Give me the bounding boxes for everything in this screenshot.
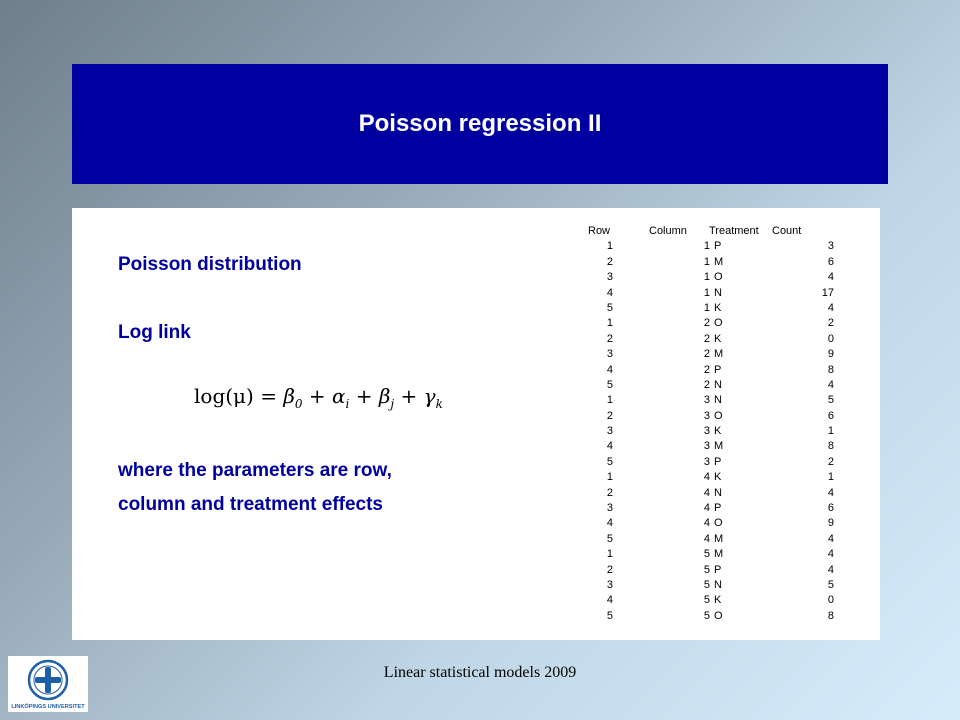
table-row xyxy=(584,517,844,532)
table-row xyxy=(584,333,844,348)
table-row xyxy=(584,364,844,379)
table-row xyxy=(584,348,844,363)
cell-column: 3 xyxy=(703,455,710,468)
cell-count: 4 xyxy=(827,548,834,561)
header-column: Column xyxy=(649,225,687,237)
cell-row: 1 xyxy=(606,394,613,407)
logo-text: LINKÖPINGS UNIVERSITET xyxy=(11,704,85,710)
table-row xyxy=(584,256,844,271)
university-logo-icon xyxy=(8,656,88,712)
cell-count: 1 xyxy=(827,425,834,438)
table-row xyxy=(584,533,844,548)
table-row xyxy=(584,456,844,471)
cell-treatment: O xyxy=(714,609,723,622)
cell-column: 4 xyxy=(703,502,710,515)
university-logo xyxy=(8,656,88,712)
table-body xyxy=(584,240,844,625)
cell-column: 4 xyxy=(703,517,710,530)
cell-row: 4 xyxy=(606,440,613,453)
cell-count: 17 xyxy=(821,286,834,299)
cell-row: 5 xyxy=(606,609,613,622)
cell-treatment: N xyxy=(714,286,722,299)
cell-treatment: P xyxy=(714,240,722,253)
cell-row: 4 xyxy=(606,286,613,299)
table-row xyxy=(584,487,844,502)
cell-row: 3 xyxy=(606,578,613,591)
cell-count: 4 xyxy=(827,532,834,545)
cell-count: 5 xyxy=(827,578,834,591)
cell-column: 3 xyxy=(703,440,710,453)
cell-treatment: P xyxy=(714,363,722,376)
cell-row: 3 xyxy=(606,271,613,284)
cell-treatment: N xyxy=(714,394,722,407)
cell-count: 6 xyxy=(827,502,834,515)
cell-treatment: N xyxy=(714,578,722,591)
bullet-parameters-line2: column and treatment effects xyxy=(118,494,383,515)
cell-column: 1 xyxy=(703,255,710,268)
cell-count: 6 xyxy=(827,255,834,268)
data-table xyxy=(584,225,844,625)
cell-treatment: N xyxy=(714,486,722,499)
bullet-log-link: Log link xyxy=(118,322,191,343)
cell-row: 2 xyxy=(606,409,613,422)
cell-count: 9 xyxy=(827,517,834,530)
cell-row: 4 xyxy=(606,517,613,530)
cell-column: 1 xyxy=(703,271,710,284)
cell-count: 9 xyxy=(827,348,834,361)
cell-row: 3 xyxy=(606,502,613,515)
cell-count: 4 xyxy=(827,563,834,576)
cell-column: 4 xyxy=(703,486,710,499)
cell-row: 1 xyxy=(606,548,613,561)
table-row xyxy=(584,548,844,563)
cell-count: 1 xyxy=(827,471,834,484)
cell-row: 2 xyxy=(606,563,613,576)
cell-row: 1 xyxy=(606,471,613,484)
cell-column: 4 xyxy=(703,471,710,484)
cell-row: 2 xyxy=(606,332,613,345)
table-row xyxy=(584,471,844,486)
cell-row: 4 xyxy=(606,594,613,607)
cell-count: 4 xyxy=(827,301,834,314)
header-treatment: Treatment xyxy=(709,225,759,237)
footer-text: Linear statistical models 2009 xyxy=(383,664,577,681)
table-row xyxy=(584,610,844,625)
cell-treatment: P xyxy=(714,502,722,515)
table-row xyxy=(584,594,844,609)
cell-column: 2 xyxy=(703,348,710,361)
cell-treatment: K xyxy=(714,332,722,345)
cell-treatment: P xyxy=(714,563,722,576)
cell-column: 2 xyxy=(703,363,710,376)
cell-treatment: M xyxy=(714,348,724,361)
cell-row: 5 xyxy=(606,301,613,314)
cell-count: 8 xyxy=(827,609,834,622)
cell-treatment: O xyxy=(714,271,723,284)
log-link-formula: $\log(\mu) = \beta_0 + \alpha_i + \beta_j + \gamma_k$ xyxy=(194,384,443,411)
cell-treatment: K xyxy=(714,425,722,438)
cell-column: 5 xyxy=(703,578,710,591)
cell-column: 2 xyxy=(703,317,710,330)
cell-column: 3 xyxy=(703,409,710,422)
table-row xyxy=(584,425,844,440)
cell-row: 3 xyxy=(606,348,613,361)
table-row xyxy=(584,271,844,286)
table-row xyxy=(584,302,844,317)
cell-column: 2 xyxy=(703,378,710,391)
cell-count: 4 xyxy=(827,271,834,284)
table-row xyxy=(584,240,844,255)
content-panel xyxy=(72,208,880,640)
cell-column: 5 xyxy=(703,594,710,607)
table-row xyxy=(584,440,844,455)
cell-row: 3 xyxy=(606,425,613,438)
cell-treatment: M xyxy=(714,255,724,268)
cell-count: 3 xyxy=(827,240,834,253)
table-row xyxy=(584,287,844,302)
cell-count: 0 xyxy=(827,594,834,607)
cell-column: 1 xyxy=(703,301,710,314)
cell-row: 4 xyxy=(606,363,613,376)
cell-row: 1 xyxy=(606,240,613,253)
cell-treatment: K xyxy=(714,471,722,484)
cell-count: 2 xyxy=(827,455,834,468)
cell-column: 4 xyxy=(703,532,710,545)
cell-count: 8 xyxy=(827,440,834,453)
cell-treatment: O xyxy=(714,317,723,330)
cell-count: 0 xyxy=(827,332,834,345)
cell-column: 1 xyxy=(703,286,710,299)
cell-row: 2 xyxy=(606,486,613,499)
bullet-parameters-line1: where the parameters are row, xyxy=(118,460,392,481)
cell-treatment: P xyxy=(714,455,722,468)
cell-count: 5 xyxy=(827,394,834,407)
cell-column: 5 xyxy=(703,563,710,576)
cell-column: 5 xyxy=(703,548,710,561)
table-row xyxy=(584,410,844,425)
table-row xyxy=(584,394,844,409)
cell-row: 5 xyxy=(606,378,613,391)
cell-count: 6 xyxy=(827,409,834,422)
cell-treatment: M xyxy=(714,532,724,545)
cell-treatment: O xyxy=(714,517,723,530)
title-bar xyxy=(72,64,888,184)
table-row xyxy=(584,564,844,579)
cell-column: 5 xyxy=(703,609,710,622)
cell-treatment: N xyxy=(714,378,722,391)
bullet-poisson-distribution: Poisson distribution xyxy=(118,254,302,275)
cell-treatment: K xyxy=(714,594,722,607)
slide-title: Poisson regression II xyxy=(358,110,602,137)
header-count: Count xyxy=(772,225,802,237)
cell-count: 2 xyxy=(827,317,834,330)
cell-treatment: M xyxy=(714,440,724,453)
cell-treatment: O xyxy=(714,409,723,422)
cell-column: 2 xyxy=(703,332,710,345)
table-header xyxy=(584,225,844,240)
table-row xyxy=(584,502,844,517)
cell-column: 3 xyxy=(703,394,710,407)
table-row xyxy=(584,579,844,594)
cell-row: 2 xyxy=(606,255,613,268)
cell-count: 4 xyxy=(827,486,834,499)
cell-row: 5 xyxy=(606,455,613,468)
cell-count: 4 xyxy=(827,378,834,391)
formula-lhs: log(μ) xyxy=(194,384,254,408)
table-row xyxy=(584,379,844,394)
cell-treatment: K xyxy=(714,301,722,314)
header-row: Row xyxy=(588,225,611,237)
table-row xyxy=(584,317,844,332)
cell-row: 5 xyxy=(606,532,613,545)
cell-treatment: M xyxy=(714,548,724,561)
cell-row: 1 xyxy=(606,317,613,330)
cell-column: 1 xyxy=(703,240,710,253)
cell-column: 3 xyxy=(703,425,710,438)
cell-count: 8 xyxy=(827,363,834,376)
